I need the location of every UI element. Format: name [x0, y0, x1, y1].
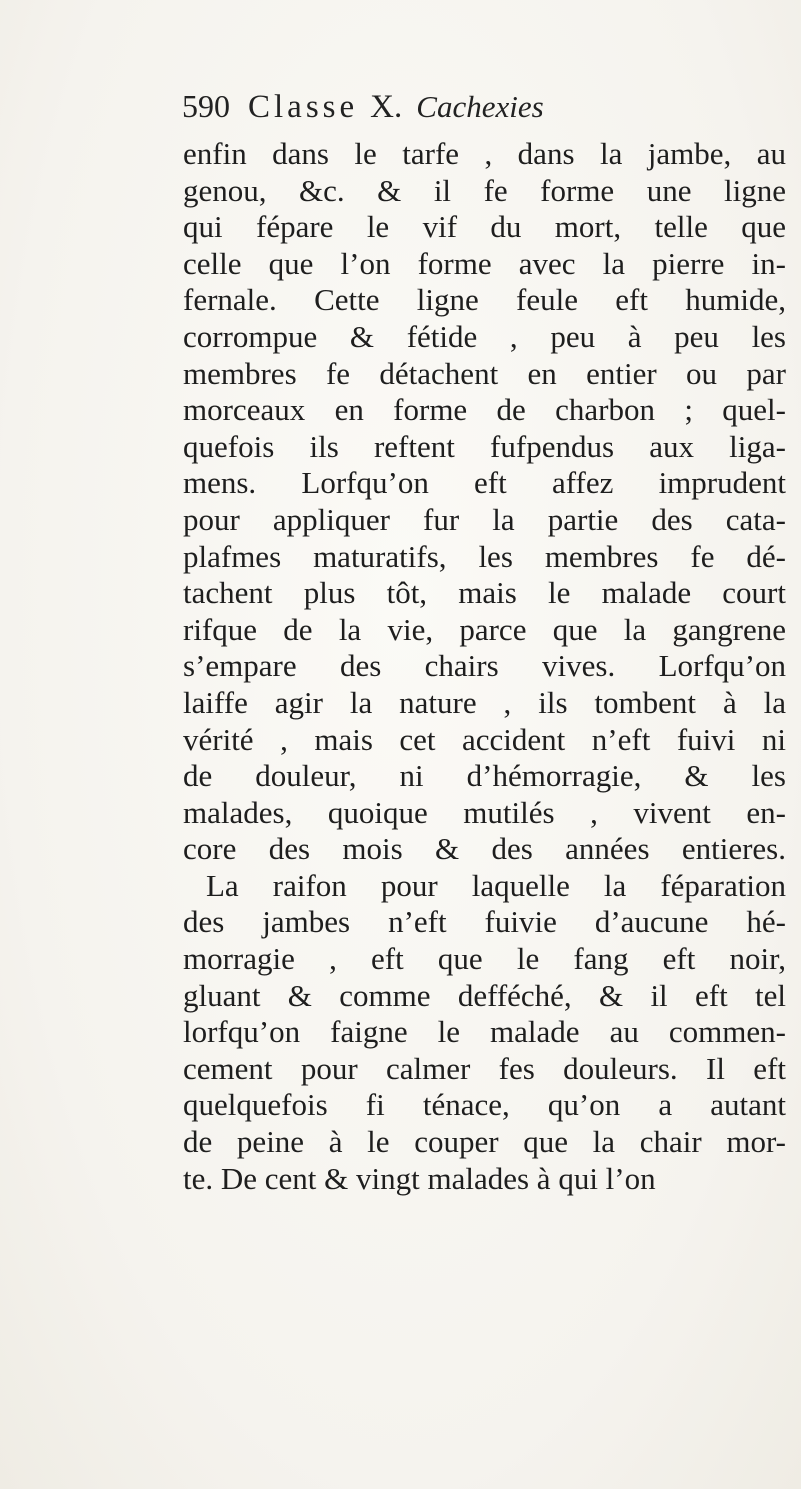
section-title: Cachexies — [416, 89, 544, 124]
text-line: de douleur, ni d’hémorragie, & les — [183, 758, 786, 794]
text-line: laiffe agir la nature , ils tombent à la — [183, 684, 786, 720]
text-line: La raifon pour laquelle la féparation — [206, 867, 786, 903]
text-line: s’empare des chairs vives. Lorfqu’on — [183, 648, 786, 684]
text-line: morragie , eft que le fang eft noir, — [183, 941, 786, 977]
text-line: quelquefois fi ténace, qu’on a autant — [183, 1087, 786, 1123]
text-line: corrompue & fétide , peu à peu les — [183, 318, 786, 354]
text-line: enfin dans le tarfe , dans la jambe, au — [183, 136, 786, 171]
text-line: qui fépare le vif du mort, telle que — [183, 209, 786, 245]
text-line: core des mois & des années entieres. — [183, 831, 786, 867]
text-line: lorfqu’on faigne le malade au commen- — [183, 1014, 786, 1050]
text-line: cement pour calmer fes douleurs. Il eft — [183, 1050, 786, 1086]
text-line: malades, quoique mutilés , vivent en- — [183, 794, 786, 830]
text-line: mens. Lorfqu’on eft affez imprudent — [183, 465, 786, 501]
text-line: morceaux en forme de charbon ; quel- — [183, 392, 786, 428]
text-line: membres fe détachent en entier ou par — [183, 355, 786, 391]
class-numeral: X. — [370, 89, 403, 125]
text-line: genou, &c. & il fe forme une ligne — [183, 172, 786, 208]
text-line: de peine à le couper que la chair mor- — [183, 1124, 786, 1160]
class-label: Classe — [248, 89, 359, 125]
text-line: vérité , mais cet accident n’eft fuivi ni — [183, 721, 786, 757]
text-line: celle que l’on forme avec la pierre in- — [183, 245, 786, 281]
running-header — [182, 88, 544, 132]
text-line: des jambes n’eft fuivie d’aucune hé- — [183, 904, 786, 940]
text-line: tachent plus tôt, mais le malade court — [183, 575, 786, 611]
text-line: pour appliquer fur la partie des cata- — [183, 501, 786, 537]
text-line: quefois ils reftent fufpendus aux liga- — [183, 428, 786, 464]
text-line: plafmes maturatifs, les membres fe dé- — [183, 538, 786, 574]
body-text — [183, 136, 801, 1197]
text-line: fernale. Cette ligne feule eft humide, — [183, 282, 786, 318]
page-number: 590 — [182, 88, 230, 124]
text-line: rifque de la vie, parce que la gangrene — [183, 611, 786, 647]
text-line: te. De cent & vingt malades à qui l’on — [183, 1160, 656, 1196]
text-line: gluant & comme defféché, & il eft tel — [183, 977, 786, 1013]
